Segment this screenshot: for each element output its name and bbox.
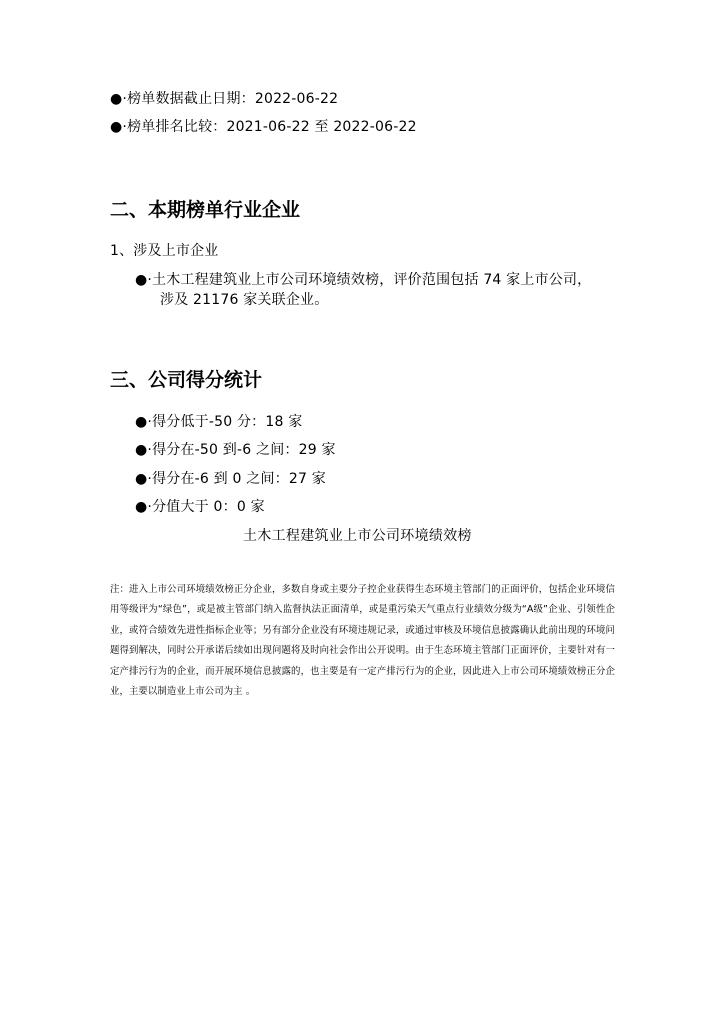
- listed-companies-bullet-line1: ●·土木工程建筑业上市公司环境绩效榜，评价范围包括 74 家上市公司，: [135, 272, 592, 288]
- listed-companies-bullet-line2: 涉及 21176 家关联企业。: [160, 292, 329, 308]
- section-3-heading: 三、公司得分统计: [110, 369, 263, 391]
- footnote: 注：进入上市公司环境绩效榜正分企业，多数自身或主要分子控企业获得生态环境主管部门的正面评价，包括企业环境信用等级评为“绿色”，或是被主管部门纳入监督执法正面清单，或是重污染天气重点行业绩效分级为“A级”企业、引领性企业，或符合绩效先进性指标企业等；另有部分企业没有环境违规记录，或通过审核及环境信息披露确认此前出现的环境问题得到解决，同时公开承诺后续如出现问题将及时向社会作出公开说明。由于生态环境主管部门正面评价，主要针对有一定产排污行为的企业，而开展环境信息披露的，也主要是有一定产排污行为的企业，因此进入上市公司环境绩效榜正分企业，主要以制造业上市公司为主 。: [110, 584, 615, 698]
- score-stat-item: ●·分值大于 0：0 家: [135, 499, 265, 515]
- section-2-subheading: 1、涉及上市企业: [110, 243, 219, 259]
- compare-period-line: ●·榜单排名比较：2021-06-22 至 2022-06-22: [110, 119, 417, 135]
- section-2-heading: 二、本期榜单行业企业: [110, 199, 301, 221]
- cutoff-date-line: ●·榜单数据截止日期：2022-06-22: [110, 91, 339, 107]
- score-stat-item: ●·得分在-6 到 0 之间：27 家: [135, 471, 326, 487]
- score-stat-item: ●·得分低于-50 分：18 家: [135, 414, 303, 430]
- score-stat-item: ●·得分在-50 到-6 之间：29 家: [135, 442, 336, 458]
- table-caption: 土木工程建筑业上市公司环境绩效榜: [243, 528, 472, 544]
